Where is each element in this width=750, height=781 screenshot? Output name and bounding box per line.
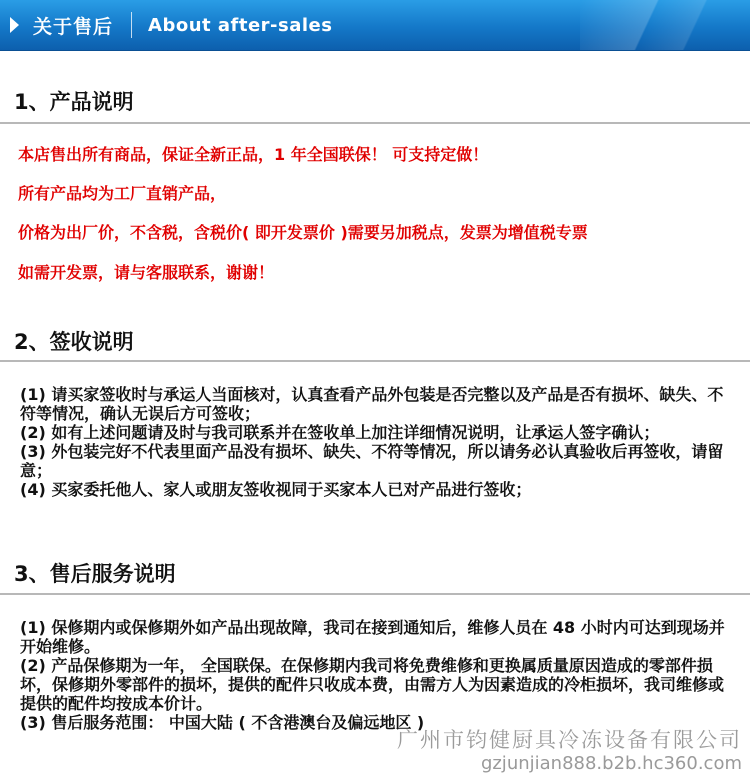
section-title-after-sales: 3、售后服务说明 [14,562,176,586]
signing-instructions: (1) 请买家签收时与承运人当面核对，认真查看产品外包装是否完整以及产品是否有损坏、缺失、不符等情况，确认无误后方可签收； (2) 如有上述问题请及时与我司联系并在签收单上加注详细情况说明，让承运人签字确认； (3) 外包装完好不代表里面产品没有损坏、缺失、不符等情况，所以请务必认真验收后再签收，请留意； (4) 买家委托他人、家人或朋友签收视同于买家本人已对产品进行签收； [20,385,724,499]
banner-decoration [580,0,750,50]
product-note-line: 本店售出所有商品，保证全新正品，1 年全国联保！ 可支持定做！ [18,145,489,164]
section-title-signing: 2、签收说明 [14,330,134,354]
section-banner [0,0,750,51]
divider [0,593,750,595]
after-sales-instructions: (1) 保修期内或保修期外如产品出现故障，我司在接到通知后，维修人员在 48 小时内可达到现场并开始维修。 (2) 产品保修期为一年， 全国联保。在保修期内我司将免费维修和更换属质量原因造成的零部件损坏，保修期外零部件的损坏，提供的配件只收成本费，由需方人为因素造成的冷柜损坏，我司维修或提供的配件均按成本价计。 (3) 售后服务范围： 中国大陆 ( 不含港澳台及偏远地区 ) [20,618,725,732]
product-note-line: 价格为出厂价，不含税，含税价( 即开发票价 )需要另加税点，发票为增值税专票 [18,223,588,242]
watermark [397,727,742,775]
product-note-line: 如需开发票，请与客服联系，谢谢！ [18,263,275,282]
banner-title-en: About after-sales [148,14,333,36]
divider [0,360,750,362]
banner-title-cn: 关于售后 [33,15,114,38]
watermark-url: gzjunjian888.b2b.hc360.com [480,753,742,774]
chevron-right-icon [10,17,19,33]
section-title-product: 1、产品说明 [14,90,134,114]
divider [0,122,750,124]
banner-divider [131,12,132,38]
product-note-line: 所有产品均为工厂直销产品， [18,184,227,203]
watermark-company: 广州市钧健厨具冷冻设备有限公司 [397,728,742,752]
